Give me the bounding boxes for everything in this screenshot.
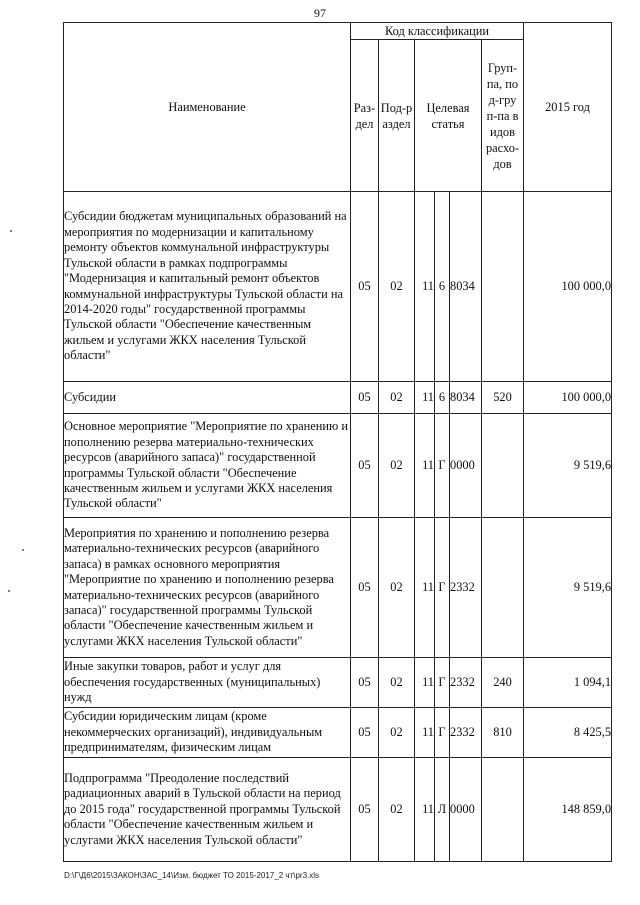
row-target-subprogram: Г [435,658,450,708]
row-section: 05 [351,758,379,862]
column-header-code: Код классификации [351,23,524,40]
row-target-program: 11 [415,758,435,862]
row-target-direction: 2332 [450,518,482,658]
row-target-subprogram: Л [435,758,450,862]
row-name: Мероприятия по хранению и пополнению резерва материально-технических ресурсов (аварийного запаса) в рамках основного мероприятия "Мероприятие по хранению и пополнению резерва материально-технических ресурсов (аварийного запаса)" государственной программы Тульской области "Обеспечение качественным жильем и услугами ЖКХ населения Тульской области" [64,518,351,658]
row-target-direction: 0000 [450,758,482,862]
row-target-subprogram: Г [435,708,450,758]
row-amount: 9 519,6 [524,518,612,658]
row-subsection: 02 [379,708,415,758]
row-name: Субсидии бюджетам муниципальных образований на мероприятия по модернизации и капитальному ремонту объектов коммунальной инфраструктуры Тульской области в рамках подпрограммы "Модернизация и капитальный ремонт объектов коммунальной инфраструктуры Тульской области на 2014-2020 годы" государственной программы Тульской области "Обеспечение качественным жильем и услугами ЖКХ населения Тульской области" [64,192,351,382]
row-target-direction: 8034 [450,192,482,382]
row-target-program: 11 [415,708,435,758]
row-subsection: 02 [379,192,415,382]
row-section: 05 [351,658,379,708]
row-expense-group: 520 [482,382,524,414]
file-path-footer: D:\Г\Д6\2015\ЗАКОН\ЗАС_14\Изм. бюджет ТО 2015-2017_2 чт\pr3.xls [64,871,320,880]
row-section: 05 [351,192,379,382]
table-row [64,658,612,708]
column-header-name: Наименование [64,23,351,192]
row-subsection: 02 [379,518,415,658]
row-section: 05 [351,382,379,414]
row-expense-group [482,414,524,518]
row-name: Основное мероприятие "Мероприятие по хранению и пополнению резерва материально-технических ресурсов (аварийного запаса)" государственной программы Тульской области "Обеспечение качественным жильем и услугами ЖКХ населения Тульской области" [64,414,351,518]
row-target-subprogram: 6 [435,192,450,382]
row-target-program: 11 [415,192,435,382]
row-target-subprogram: 6 [435,382,450,414]
row-target-program: 11 [415,658,435,708]
row-target-direction: 8034 [450,382,482,414]
row-target-direction: 2332 [450,708,482,758]
row-section: 05 [351,708,379,758]
table-row [64,192,612,382]
row-expense-group [482,518,524,658]
row-amount: 8 425,5 [524,708,612,758]
row-section: 05 [351,518,379,658]
row-amount: 148 859,0 [524,758,612,862]
column-header-subsection: Под-раздел [379,40,415,192]
page-number: 97 [314,6,326,20]
table-row [64,518,612,658]
row-name: Иные закупки товаров, работ и услуг для обеспечения государственных (муниципальных) нужд [64,658,351,708]
row-amount: 9 519,6 [524,414,612,518]
scan-speck [22,549,24,551]
row-subsection: 02 [379,382,415,414]
row-target-subprogram: Г [435,518,450,658]
row-target-subprogram: Г [435,414,450,518]
column-header-year: 2015 год [524,23,612,192]
row-subsection: 02 [379,758,415,862]
row-expense-group [482,192,524,382]
row-expense-group [482,758,524,862]
row-name: Подпрограмма "Преодоление последствий радиационных аварий в Тульской области на период до 2015 года" государственной программы Тульской области "Обеспечение качественным жильем и услугами ЖКХ населения Тульской области" [64,758,351,862]
row-subsection: 02 [379,414,415,518]
table-row [64,758,612,862]
column-header-section: Раз-дел [351,40,379,192]
column-header-target: Целевая статья [415,40,482,192]
row-target-program: 11 [415,518,435,658]
row-section: 05 [351,414,379,518]
row-name: Субсидии [64,382,351,414]
row-subsection: 02 [379,658,415,708]
row-target-direction: 2332 [450,658,482,708]
row-expense-group: 810 [482,708,524,758]
budget-table [63,22,612,862]
row-target-program: 11 [415,414,435,518]
column-header-group: Груп-па, под-груп-па видов расхо-дов [482,40,524,192]
row-amount: 1 094,1 [524,658,612,708]
row-target-program: 11 [415,382,435,414]
row-amount: 100 000,0 [524,192,612,382]
scan-speck [8,590,10,592]
row-target-direction: 0000 [450,414,482,518]
table-row [64,382,612,414]
row-amount: 100 000,0 [524,382,612,414]
row-name: Субсидии юридическим лицам (кроме некоммерческих организаций), индивидуальным предпринимателям, физическим лицам [64,708,351,758]
scan-speck [10,230,12,232]
row-expense-group: 240 [482,658,524,708]
table-row [64,414,612,518]
table-row [64,708,612,758]
